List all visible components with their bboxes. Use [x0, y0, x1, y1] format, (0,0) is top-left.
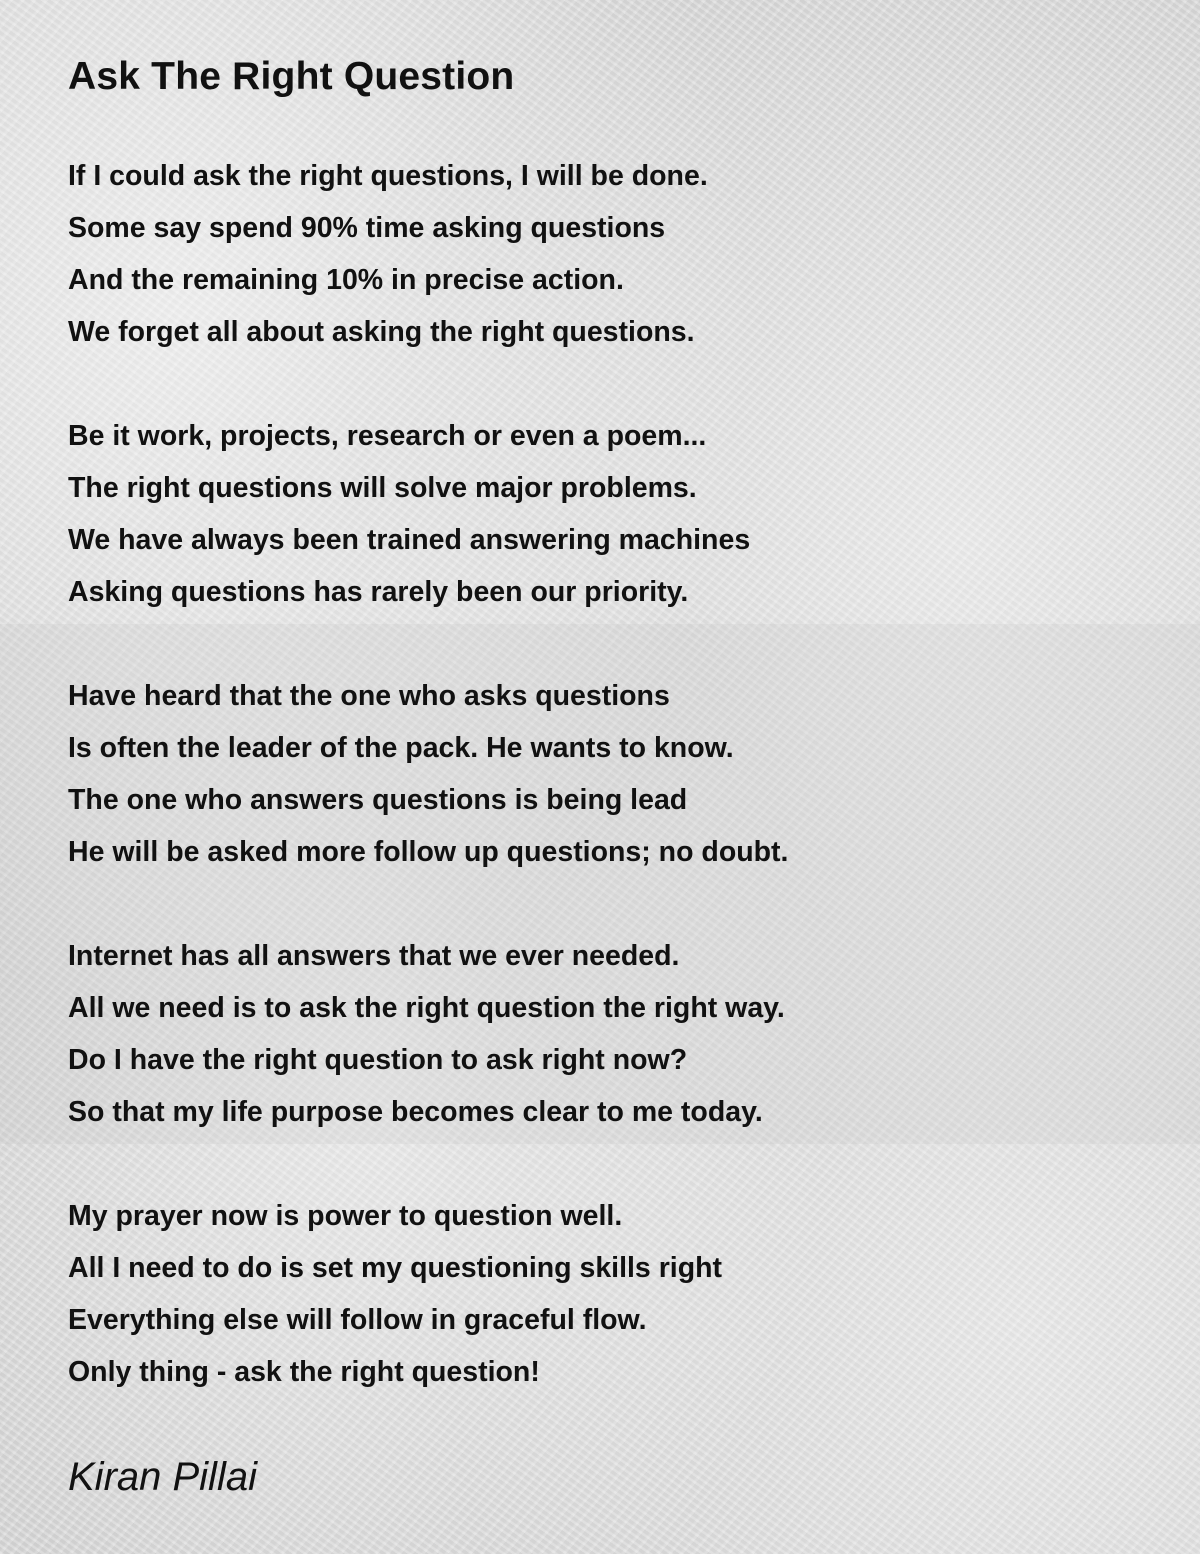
- poem: [68, 52, 1148, 1398]
- poem-line: Have heard that the one who asks questions: [68, 680, 670, 712]
- poem-line: Some say spend 90% time asking questions: [68, 212, 666, 244]
- poem-line: We have always been trained answering machines: [68, 524, 751, 556]
- stanza-4: [68, 930, 1148, 1138]
- poem-line: He will be asked more follow up questions; no doubt.: [68, 836, 789, 868]
- stanza-1: [68, 150, 1148, 358]
- poem-line: All we need is to ask the right question the right way.: [68, 992, 785, 1024]
- poem-line: And the remaining 10% in precise action.: [68, 264, 624, 296]
- stanza-2: [68, 410, 1148, 618]
- poem-title: Ask The Right Question: [68, 55, 515, 98]
- poem-line: My prayer now is power to question well.: [68, 1200, 623, 1232]
- poem-line: Internet has all answers that we ever needed.: [68, 940, 680, 972]
- poem-line: Everything else will follow in graceful flow.: [68, 1304, 647, 1336]
- poem-author: Kiran Pillai: [68, 1455, 257, 1499]
- poem-line: All I need to do is set my questioning skills right: [68, 1252, 723, 1284]
- stanza-3: [68, 670, 1148, 878]
- poem-line: Is often the leader of the pack. He wants to know.: [68, 732, 734, 764]
- poem-line: Be it work, projects, research or even a poem...: [68, 420, 707, 452]
- poem-line: The one who answers questions is being lead: [68, 784, 688, 816]
- poem-line: Only thing - ask the right question!: [68, 1356, 540, 1388]
- poem-line: If I could ask the right questions, I will be done.: [68, 160, 708, 192]
- poem-line: We forget all about asking the right questions.: [68, 316, 695, 348]
- poem-line: Asking questions has rarely been our priority.: [68, 576, 689, 608]
- poem-line: The right questions will solve major problems.: [68, 472, 697, 504]
- poem-line: Do I have the right question to ask right now?: [68, 1044, 688, 1076]
- poem-line: So that my life purpose becomes clear to me today.: [68, 1096, 763, 1128]
- stanza-5: [68, 1190, 1148, 1398]
